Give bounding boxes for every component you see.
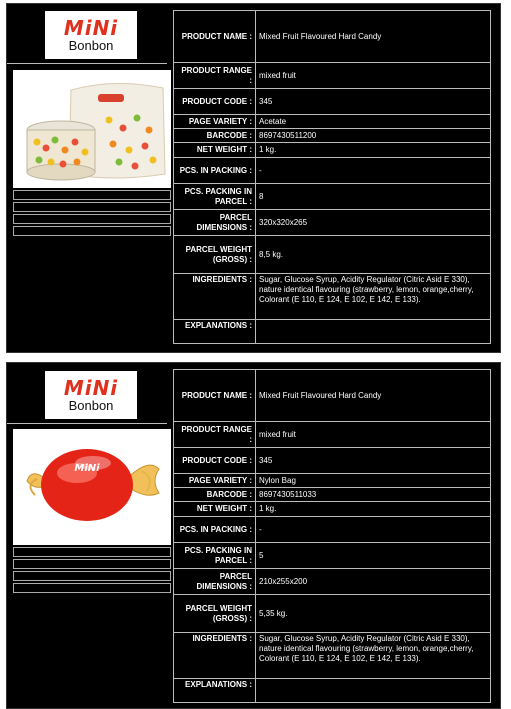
svg-text:MiNi: MiNi <box>74 463 100 474</box>
logo-bonbon-text: Bonbon <box>68 397 114 413</box>
spec-row <box>174 158 491 184</box>
info-stripe <box>13 583 171 593</box>
value-net-weight: 1 kg. <box>256 502 491 517</box>
product-card-2 <box>6 362 501 709</box>
value-explanations <box>256 679 491 703</box>
spec-row <box>174 320 491 344</box>
value-pcs-packing-in-parcel: 5 <box>256 543 491 569</box>
info-stripe <box>13 559 171 569</box>
label-pcs-packing-in-parcel: PCS. PACKING IN PARCEL : <box>174 184 256 210</box>
label-parcel-dimensions: PARCEL DIMENSIONS : <box>174 569 256 595</box>
value-parcel-dimensions: 320x320x265 <box>256 210 491 236</box>
value-product-code: 345 <box>256 448 491 474</box>
product-card-1 <box>6 3 501 353</box>
info-stripe <box>13 214 171 224</box>
value-product-range: mixed fruit <box>256 422 491 448</box>
info-stripe <box>13 226 171 236</box>
label-product-range: PRODUCT RANGE : <box>174 63 256 89</box>
spec-row <box>174 129 491 143</box>
value-ingredients: Sugar, Glucose Syrup, Acidity Regulator (Citric Asid E 330), nature identical flavouring (strawberry, lemon, orange,cherry, Colorant (E 110, E 124, E 102, E 142, E 133). <box>256 633 491 679</box>
value-product-code: 345 <box>256 89 491 115</box>
label-product-code: PRODUCT CODE : <box>174 448 256 474</box>
label-pcs-in-packing: PCS. IN PACKING : <box>174 517 256 543</box>
value-product-name: Mixed Fruit Flavoured Hard Candy <box>256 11 491 63</box>
value-product-range: mixed fruit <box>256 63 491 89</box>
spec-row <box>174 63 491 89</box>
label-parcel-weight: PARCEL WEIGHT (GROSS) : <box>174 236 256 274</box>
value-parcel-weight: 5,35 kg. <box>256 595 491 633</box>
value-pcs-in-packing: - <box>256 517 491 543</box>
value-page-variety: Acetate <box>256 115 491 129</box>
label-net-weight: NET WEIGHT : <box>174 502 256 517</box>
spec-row <box>174 89 491 115</box>
info-stripe <box>13 571 171 581</box>
spec-row <box>174 184 491 210</box>
spec-table <box>173 369 491 703</box>
label-ingredients: INGREDIENTS : <box>174 274 256 320</box>
value-barcode: 8697430511200 <box>256 129 491 143</box>
logo-mini-text: MiNi <box>63 375 119 400</box>
value-barcode: 8697430511033 <box>256 488 491 502</box>
label-parcel-weight: PARCEL WEIGHT (GROSS) : <box>174 595 256 633</box>
value-explanations <box>256 320 491 344</box>
spec-row <box>174 543 491 569</box>
product-photo <box>13 70 171 188</box>
info-stripe <box>13 202 171 212</box>
spec-row <box>174 422 491 448</box>
divider <box>7 423 167 424</box>
label-explanations: EXPLANATIONS : <box>174 679 256 703</box>
spec-row <box>174 210 491 236</box>
brand-logo <box>45 11 137 59</box>
label-page-variety: PAGE VARIETY : <box>174 115 256 129</box>
label-net-weight: NET WEIGHT : <box>174 143 256 158</box>
label-product-code: PRODUCT CODE : <box>174 89 256 115</box>
spec-row <box>174 11 491 63</box>
logo-bonbon-text: Bonbon <box>68 37 114 53</box>
label-product-name: PRODUCT NAME : <box>174 11 256 63</box>
spec-row <box>174 143 491 158</box>
value-pcs-packing-in-parcel: 8 <box>256 184 491 210</box>
spec-row <box>174 679 491 703</box>
label-ingredients: INGREDIENTS : <box>174 633 256 679</box>
value-page-variety: Nylon Bag <box>256 474 491 488</box>
wrapped-candy-image <box>13 429 171 545</box>
spec-row <box>174 474 491 488</box>
spec-row <box>174 115 491 129</box>
label-explanations: EXPLANATIONS : <box>174 320 256 344</box>
value-net-weight: 1 kg. <box>256 143 491 158</box>
spec-row <box>174 517 491 543</box>
value-product-name: Mixed Fruit Flavoured Hard Candy <box>256 370 491 422</box>
label-product-range: PRODUCT RANGE : <box>174 422 256 448</box>
product-photo <box>13 429 171 545</box>
spec-row <box>174 569 491 595</box>
spec-row <box>174 488 491 502</box>
divider <box>7 63 167 64</box>
spec-row <box>174 236 491 274</box>
label-product-name: PRODUCT NAME : <box>174 370 256 422</box>
spec-row <box>174 274 491 320</box>
spec-row <box>174 595 491 633</box>
label-parcel-dimensions: PARCEL DIMENSIONS : <box>174 210 256 236</box>
info-stripe <box>13 547 171 557</box>
spec-row <box>174 448 491 474</box>
label-barcode: BARCODE : <box>174 488 256 502</box>
value-ingredients: Sugar, Glucose Syrup, Acidity Regulator (Citric Asid E 330), nature identical flavouring (strawberry, lemon, orange,cherry, Colorant (E 110, E 124, E 102, E 142, E 133). <box>256 274 491 320</box>
logo-mini-text: MiNi <box>63 15 119 40</box>
spec-row <box>174 633 491 679</box>
value-pcs-in-packing: - <box>256 158 491 184</box>
value-parcel-weight: 8,5 kg. <box>256 236 491 274</box>
info-stripe <box>13 190 171 200</box>
spec-row <box>174 370 491 422</box>
label-barcode: BARCODE : <box>174 129 256 143</box>
candy-jar-image <box>13 70 171 188</box>
spec-row <box>174 502 491 517</box>
label-page-variety: PAGE VARIETY : <box>174 474 256 488</box>
value-parcel-dimensions: 210x255x200 <box>256 569 491 595</box>
label-pcs-packing-in-parcel: PCS. PACKING IN PARCEL : <box>174 543 256 569</box>
brand-logo <box>45 371 137 419</box>
spec-table <box>173 10 491 344</box>
label-pcs-in-packing: PCS. IN PACKING : <box>174 158 256 184</box>
